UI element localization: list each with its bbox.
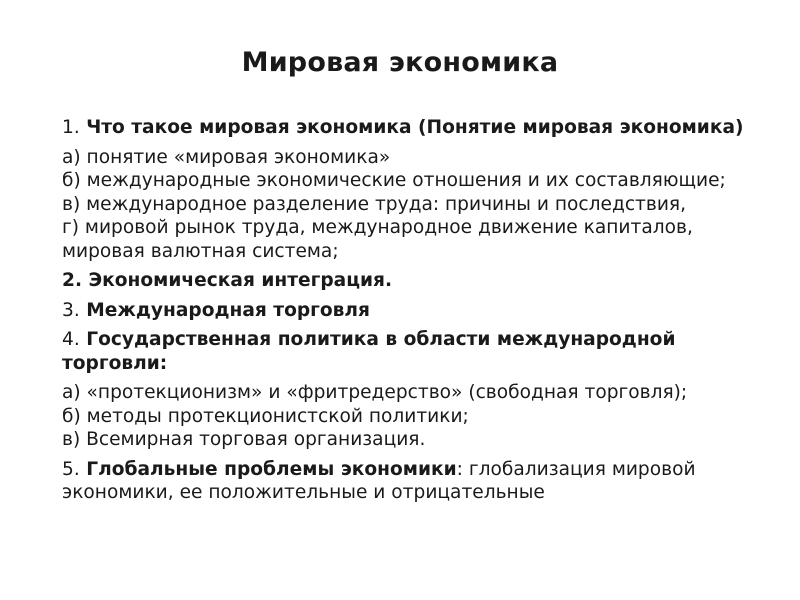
outline-heading-continuation: : глобализация мировой экономики, ее положительные и отрицательные <box>62 458 696 503</box>
outline-heading-text: Глобальные проблемы экономики <box>86 458 457 480</box>
outline-item-3 <box>62 299 762 323</box>
outline-item-4 <box>62 328 762 452</box>
outline-subitem: б) методы протекционистской политики; <box>62 405 469 427</box>
outline-heading <box>62 269 762 293</box>
outline-heading <box>62 328 762 375</box>
outline-number: 5. <box>62 458 80 480</box>
outline-heading <box>62 116 762 140</box>
outline <box>62 116 762 511</box>
outline-subitem: а) понятие «мировая экономика» <box>62 146 391 168</box>
outline-subitem: а) «протекционизм» и «фритредерство» (свободная торговля); <box>62 382 688 403</box>
outline-sublist <box>62 381 762 452</box>
outline-item-5 <box>62 458 762 505</box>
outline-number: 1. <box>62 117 80 138</box>
outline-subitem: в) международное разделение труда: причины и последствия, <box>62 193 687 215</box>
outline-subitem: г) мировой рынок труда, международное движение капиталов, мировая валютная система; <box>62 217 693 262</box>
slide-title: Мировая экономика <box>241 47 559 78</box>
outline-heading-text: Что такое мировая экономика (Понятие мировая экономика) <box>86 117 744 138</box>
outline-subitem: в) Всемирная торговая организация. <box>62 429 426 450</box>
outline-heading-text: Государственная политика в области международной торговли: <box>62 329 676 374</box>
outline-heading-text: Экономическая интеграция. <box>88 270 393 291</box>
outline-item-2 <box>62 269 762 293</box>
outline-heading-text: Международная торговля <box>86 299 370 321</box>
outline-subitem: б) международные экономические отношения и их составляющие; <box>62 170 726 191</box>
outline-number: 2. <box>62 270 83 291</box>
outline-heading <box>62 299 762 323</box>
outline-sublist <box>62 146 762 264</box>
outline-heading <box>62 458 762 505</box>
outline-item-1 <box>62 116 762 263</box>
outline-number: 3. <box>62 299 80 321</box>
outline-number: 4. <box>62 329 80 350</box>
